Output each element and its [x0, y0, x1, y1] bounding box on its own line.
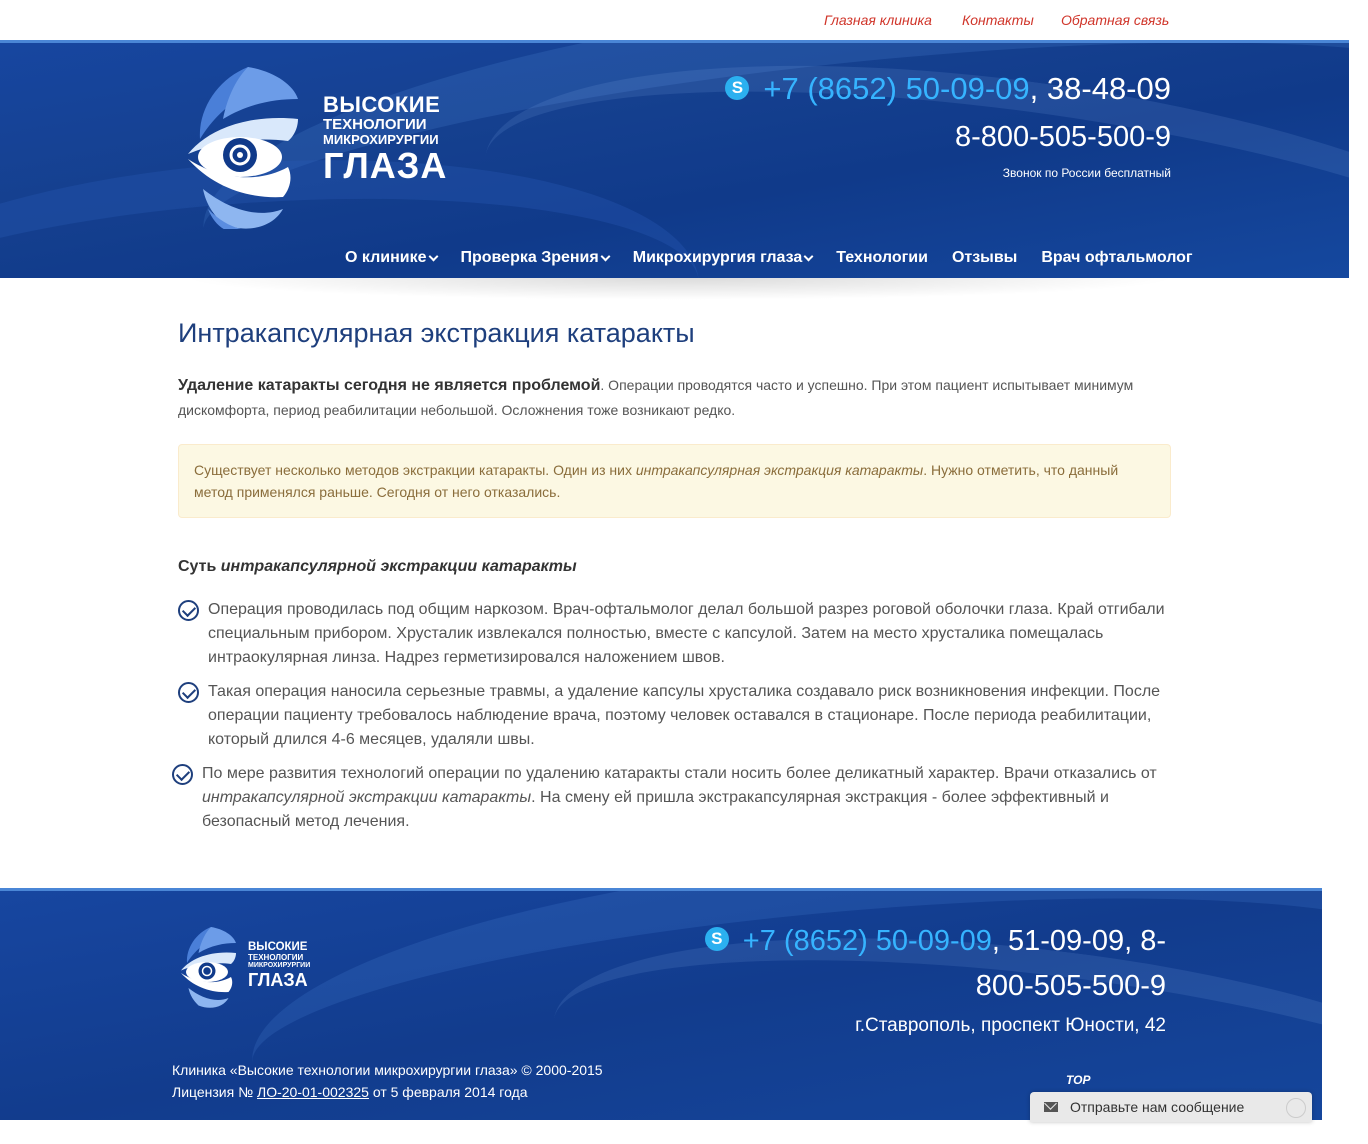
footer-address: г.Ставрополь, проспект Юности, 42: [855, 1015, 1166, 1036]
nav-reviews[interactable]: Отзывы: [951, 249, 1018, 266]
nav-vision-check[interactable]: Проверка Зрения: [461, 249, 609, 267]
list-item: Операция проводилась под общим наркозом. Врач-офтальмолог делал большой разрез роговой оболочки глаза. Край отгибали специальным прибором. Хрусталик извлекался полностью, вместе с капсулой. Затем на место хрусталика помещалась интраокулярная линза. Надрез герметизировался наложением швов.: [178, 598, 1171, 670]
phone-main-number[interactable]: +7 (8652) 50-09-09: [763, 71, 1030, 106]
top-links-bar: [0, 0, 1349, 40]
phone-main: S +7 (8652) 50-09-09, 38-48-09: [725, 71, 1171, 107]
footer-logo-text: ВЫСОКИЕ ТЕХНОЛОГИИ МИКРОХИРУРГИИ ГЛАЗА: [248, 941, 311, 990]
link-feedback[interactable]: Обратная связь: [1061, 12, 1170, 28]
page-title: Интракапсулярная экстракция катаракты: [178, 318, 695, 348]
footer-phone: S +7 (8652) 50-09-09, 51-09-09, 8- 800-505-500-9: [686, 919, 1166, 1009]
info-alert: Существует несколько методов экстракции катаракты. Один из них интракапсулярная экстракция катаракты. Нужно отметить, что данный метод применялся раньше. Сегодня от него отказались.: [178, 444, 1171, 518]
footer-logo[interactable]: [176, 923, 326, 1008]
section-subtitle: Суть интракапсулярной экстракции катаракты: [178, 558, 577, 575]
site-logo[interactable]: [178, 59, 468, 229]
link-eye-clinic[interactable]: Глазная клиника: [824, 12, 932, 28]
list-item: По мере развития технологий операции по удалению катаракты стали носить более деликатный характер. Врачи отказались от интракапсулярной экстракции катаракты. На смену ей пришла экстракапсулярная экстракция - более эффективный и безопасный метод лечения.: [172, 762, 1171, 834]
intro-paragraph: Удаление катаракты сегодня не является проблемой. Операции проводятся часто и успешно. При этом пациент испытывает минимум дискомфорта, период реабилитации небольшой. Осложнения тоже возникают редко.: [178, 377, 1134, 418]
corner-icon: [1286, 1098, 1306, 1118]
logo-text: ВЫСОКИЕ ТЕХНОЛОГИИ МИКРОХИРУРГИИ ГЛАЗА: [323, 92, 448, 186]
checklist: [178, 598, 1171, 834]
header-phones: [725, 71, 1171, 180]
site-footer: [0, 888, 1322, 1120]
main-content: [178, 318, 1171, 844]
nav-ophthalmologist[interactable]: Врач офтальмолог: [1041, 249, 1193, 266]
skype-icon[interactable]: S: [705, 927, 729, 951]
skype-icon[interactable]: S: [725, 76, 749, 100]
check-circle-icon: [178, 682, 199, 703]
envelope-icon: [1044, 1102, 1058, 1112]
top-counter-logo[interactable]: TOP: [1066, 1073, 1091, 1087]
footer-copyright: Клиника «Высокие технологии микрохирургии глаза» © 2000-2015 Лицензия № ЛО-20-01-002325 от 5 февраля 2014 года: [172, 1062, 603, 1100]
main-nav: [345, 249, 1193, 267]
phone-note: Звонок по России бесплатный: [1002, 166, 1171, 180]
page-edge: [1349, 0, 1368, 1144]
footer-phones: [686, 919, 1166, 1037]
list-item: Такая операция наносила серьезные травмы, а удаление капсулы хрусталика создавало риск возникновения инфекции. После операции пациенту требовалось наблюдение врача, поэтому человек оставался в стационаре. После периода реабилитации, который длился 4-6 месяцев, удаляли швы.: [178, 680, 1171, 752]
chevron-down-icon: [600, 251, 610, 261]
license-link[interactable]: ЛО-20-01-002325: [257, 1084, 369, 1100]
link-contacts[interactable]: Контакты: [962, 12, 1034, 28]
check-circle-icon: [178, 600, 199, 621]
eye-logo-icon: [176, 923, 246, 1008]
footer-phone-number[interactable]: +7 (8652) 50-09-09: [742, 925, 992, 957]
check-circle-icon: [172, 764, 193, 785]
send-message-bar[interactable]: [1030, 1092, 1312, 1122]
eye-logo-icon: [178, 59, 318, 229]
nav-about[interactable]: О клинике: [345, 249, 437, 267]
site-header: [0, 40, 1349, 278]
nav-microsurgery[interactable]: Микрохирургия глаза: [633, 249, 813, 267]
phone-free[interactable]: 8-800-505-500-9: [954, 121, 1171, 153]
send-message-label: Отправьте нам сообщение: [1070, 1099, 1245, 1115]
chevron-down-icon: [428, 251, 438, 261]
nav-technologies[interactable]: Технологии: [836, 249, 928, 266]
chevron-down-icon: [804, 251, 814, 261]
